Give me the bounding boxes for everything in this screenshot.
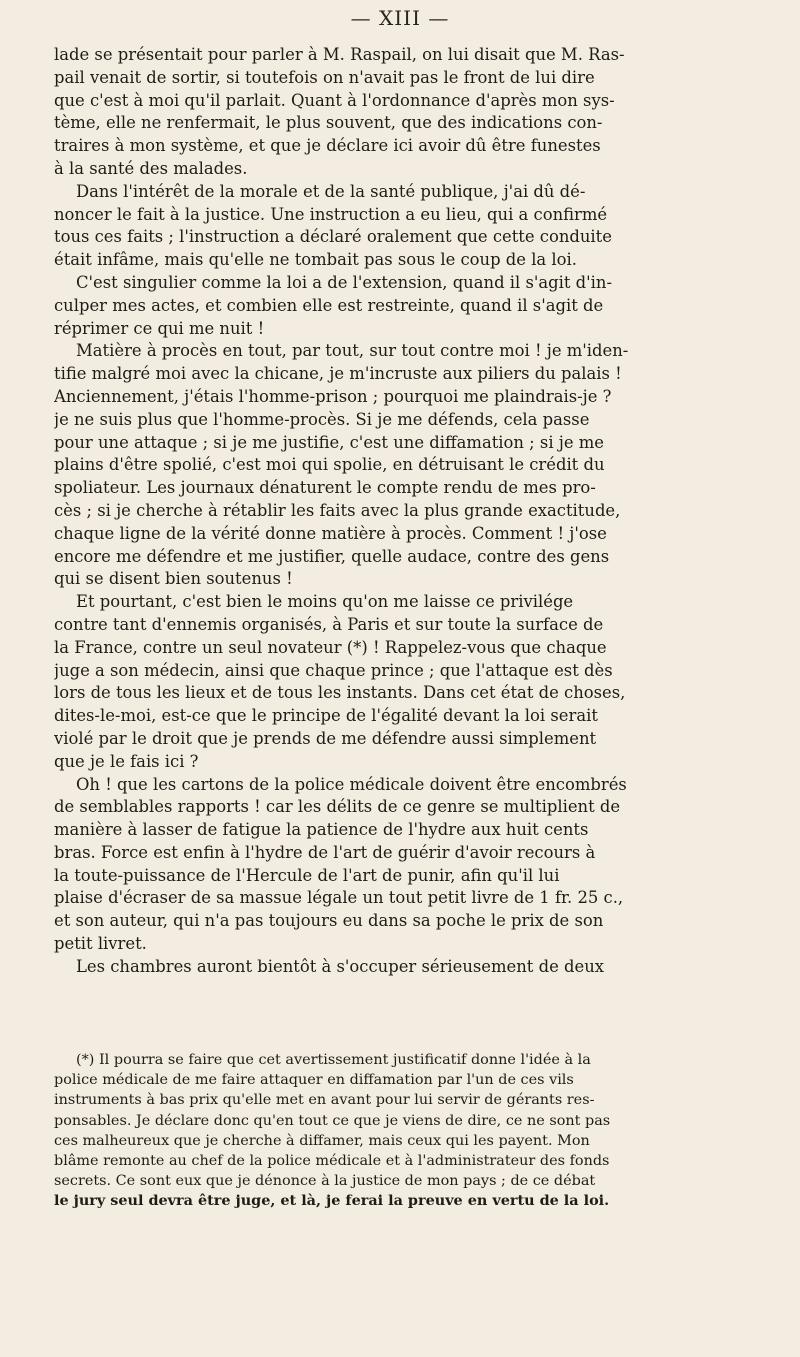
main-text <box>54 44 758 979</box>
footnote <box>54 1050 758 1212</box>
text-line: pail venait de sortir, si toutefois on n'avait pas le front de lui dire <box>54 67 595 87</box>
footnote-line: le jury seul devra être juge, et là, je ferai la preuve en vertu de la loi. <box>54 1192 610 1210</box>
text-line: culper mes actes, et combien elle est restreinte, quand il s'agit de <box>54 295 604 315</box>
text-line: tifie malgré moi avec la chicane, je m'incruste aux piliers du palais ! <box>54 364 622 384</box>
footnote-line: police médicale de me faire attaquer en diffamation par l'un de ces vils <box>54 1072 574 1089</box>
text-line: que je le fais ici ? <box>54 751 199 771</box>
text-line: traires à mon système, et que je déclare ici avoir dû être funestes <box>54 136 601 156</box>
text-line: lade se présentait pour parler à M. Raspail, on lui disait que M. Ras- <box>54 45 625 64</box>
text-line: noncer le fait à la justice. Une instruction a eu lieu, qui a confirmé <box>54 204 608 224</box>
text-line: réprimer ce qui me nuit ! <box>54 318 265 338</box>
text-line: petit livret. <box>54 934 147 954</box>
text-line: Dans l'intérêt de la morale et de la santé publique, j'ai dû dé- <box>76 181 586 201</box>
footnote-line: secrets. Ce sont eux que je dénonce à la justice de mon pays ; de ce débat <box>54 1173 596 1190</box>
text-line: pour une attaque ; si je me justifie, c'est une diffamation ; si je me <box>54 432 605 452</box>
page-number: — XIII — <box>350 6 450 30</box>
text-line: Matière à procès en tout, par tout, sur tout contre moi ! je m'iden- <box>76 341 629 361</box>
text-line: plaise d'écraser de sa massue légale un tout petit livre de 1 fr. 25 c., <box>54 888 624 908</box>
text-line: Anciennement, j'étais l'homme-prison ; pourquoi me plaindrais-je ? <box>54 386 612 406</box>
text-line: tous ces faits ; l'instruction a déclaré oralement que cette conduite <box>54 227 612 247</box>
text-line: Les chambres auront bientôt à s'occuper sérieusement de deux <box>76 956 604 976</box>
text-line: la toute-puissance de l'Hercule de l'art de punir, afin qu'il lui <box>54 865 560 885</box>
text-line: juge a son médecin, ainsi que chaque prince ; que l'attaque est dès <box>54 660 613 680</box>
footnote-line: ces malheureux que je cherche à diffamer, mais ceux qui les payent. Mon <box>54 1132 590 1149</box>
text-line: et son auteur, qui n'a pas toujours eu dans sa poche le prix de son <box>54 911 604 931</box>
text-line: spoliateur. Les journaux dénaturent le compte rendu de mes pro- <box>54 478 596 498</box>
text-line: bras. Force est enfin à l'hydre de l'art de guérir d'avoir recours à <box>54 842 596 862</box>
text-line: violé par le droit que je prends de me défendre aussi simplement <box>54 728 597 748</box>
text-line: plains d'être spolié, c'est moi qui spolie, en détruisant le crédit du <box>54 455 605 475</box>
text-line: que c'est à moi qu'il parlait. Quant à l'ordonnance d'après mon sys- <box>54 90 615 110</box>
text-line: tème, elle ne renfermait, le plus souvent, que des indications con- <box>54 113 603 133</box>
text-line: à la santé des malades. <box>54 158 248 178</box>
text-line: Et pourtant, c'est bien le moins qu'on me laisse ce privilége <box>76 592 574 612</box>
text-line: encore me défendre et me justifier, quelle audace, contre des gens <box>54 546 610 566</box>
text-line: dites-le-moi, est-ce que le principe de l'égalité devant la loi serait <box>54 706 598 726</box>
footnote-line: blâme remonte au chef de la police médicale et à l'administrateur des fonds <box>54 1152 610 1169</box>
text-line: lors de tous les lieux et de tous les instants. Dans cet état de choses, <box>54 683 626 703</box>
text-line: cès ; si je cherche à rétablir les faits avec la plus grande exactitude, <box>54 500 621 520</box>
text-line: était infâme, mais qu'elle ne tombait pas sous le coup de la loi. <box>54 250 577 270</box>
text-line: C'est singulier comme la loi a de l'extension, quand il s'agit d'in- <box>76 272 613 292</box>
text-line: contre tant d'ennemis organisés, à Paris et sur toute la surface de <box>54 614 604 634</box>
footnote-line: ponsables. Je déclare donc qu'en tout ce que je viens de dire, ce ne sont pas <box>54 1112 611 1129</box>
text-line: je ne suis plus que l'homme-procès. Si je me défends, cela passe <box>54 409 590 429</box>
text-line: Oh ! que les cartons de la police médicale doivent être encombrés <box>76 774 627 794</box>
text-line: la France, contre un seul novateur (*) ! Rappelez-vous que chaque <box>54 637 607 657</box>
footnote-line: (*) Il pourra se faire que cet avertissement justificatif donne l'idée à la <box>76 1052 591 1068</box>
text-line: manière à lasser de fatigue la patience de l'hydre aux huit cents <box>54 820 589 840</box>
footnote-line: instruments à bas prix qu'elle met en avant pour lui servir de gérants res- <box>54 1092 595 1109</box>
text-line: qui se disent bien soutenus ! <box>54 569 293 589</box>
text-line: de semblables rapports ! car les délits de ce genre se multiplient de <box>54 797 621 817</box>
text-line: chaque ligne de la vérité donne matière à procès. Comment ! j'ose <box>54 523 607 543</box>
